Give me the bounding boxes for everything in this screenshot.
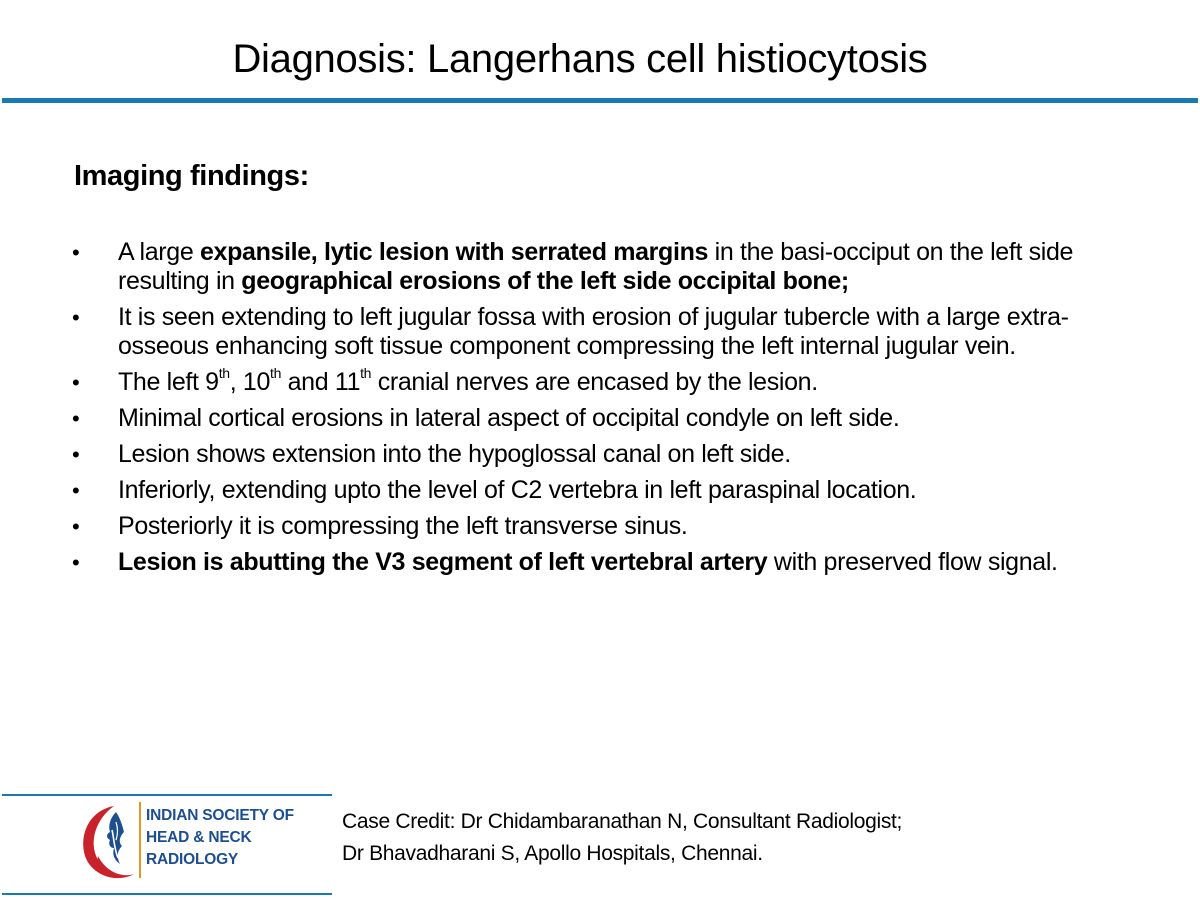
bullet-marker: • <box>72 442 80 467</box>
footer-divider-bottom <box>2 893 332 895</box>
finding-item <box>72 548 1152 577</box>
finding-text: A large <box>118 238 200 266</box>
finding-text: Lesion shows extension into the hypoglossal canal on left side. <box>118 440 791 468</box>
finding-text: in the basi-occiput on the left side resulting in <box>118 238 1074 295</box>
section-heading: Imaging findings: <box>74 160 309 192</box>
finding-text: with preserved flow signal. <box>767 548 1058 576</box>
bullet-marker: • <box>72 514 80 539</box>
organization-name <box>146 805 316 871</box>
finding-item <box>72 364 1152 397</box>
bullet-marker: • <box>72 478 80 503</box>
society-logo-icon <box>76 800 146 882</box>
org-name-line: RADIOLOGY <box>146 851 239 868</box>
finding-item <box>72 440 1152 469</box>
ordinal-suffix: th <box>218 364 230 381</box>
finding-text: Posteriorly it is compressing the left transverse sinus. <box>118 512 688 540</box>
finding-item <box>72 303 1152 361</box>
finding-item <box>72 238 1152 296</box>
finding-emphasis: Lesion is abutting the V3 segment of left vertebral artery <box>118 548 768 576</box>
title-divider <box>2 98 1198 103</box>
finding-item <box>72 476 1152 505</box>
case-credit-line: Dr Bhavadharani S, Apollo Hospitals, Chennai. <box>342 842 763 865</box>
bullet-marker: • <box>72 240 80 265</box>
finding-emphasis: geographical erosions of the left side occipital bone; <box>241 267 849 295</box>
logo-divider <box>139 802 141 878</box>
case-credit-line: Case Credit: Dr Chidambaranathan N, Consultant Radiologist; <box>342 810 903 833</box>
finding-text: Inferiorly, extending upto the level of C2 vertebra in left paraspinal location. <box>118 476 917 504</box>
slide-title: Diagnosis: Langerhans cell histiocytosis <box>232 37 928 81</box>
finding-text: , 10 <box>229 368 271 396</box>
ordinal-suffix: th <box>270 364 282 381</box>
footer-divider <box>2 794 332 796</box>
finding-item <box>72 404 1152 433</box>
findings-list <box>72 238 1152 584</box>
finding-text: The left 9 <box>118 368 219 396</box>
finding-text: and 11 <box>281 368 361 396</box>
bullet-marker: • <box>72 550 80 575</box>
finding-item <box>72 512 1152 541</box>
finding-text: cranial nerves are encased by the lesion. <box>371 368 818 396</box>
org-name-line: INDIAN SOCIETY OF <box>146 807 294 824</box>
org-name-line: HEAD & NECK <box>146 829 252 846</box>
bullet-marker: • <box>72 305 80 330</box>
finding-text: Minimal cortical erosions in lateral aspect of occipital condyle on left side. <box>118 404 900 432</box>
finding-text: It is seen extending to left jugular fossa with erosion of jugular tubercle with a large extra-osseous enhancing soft tissue component compressing the left internal jugular vein. <box>118 303 1069 360</box>
bullet-marker: • <box>72 370 80 395</box>
ordinal-suffix: th <box>360 364 372 381</box>
case-credit <box>342 806 902 870</box>
bullet-marker: • <box>72 406 80 431</box>
finding-emphasis: expansile, lytic lesion with serrated margins <box>199 238 709 266</box>
